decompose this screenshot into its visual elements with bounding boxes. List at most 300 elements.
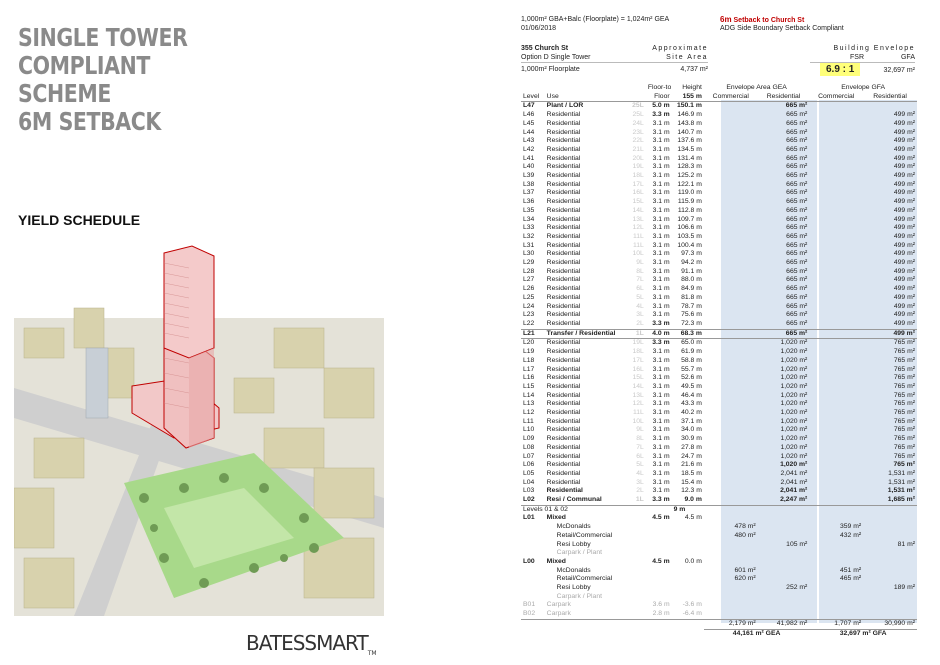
floor-to-floor-cell: 3.1 m xyxy=(652,172,670,180)
height-cell: 40.2 m xyxy=(681,409,702,417)
gfa-commercial-cell xyxy=(809,610,863,619)
gea-commercial-cell xyxy=(704,242,758,251)
level-cell: L40 xyxy=(523,163,535,171)
gfa-residential-cell: 765 m² xyxy=(893,400,915,408)
use-cell: Residential xyxy=(546,285,581,293)
gea-commercial-cell xyxy=(704,435,758,444)
floor-count-cell: 21L xyxy=(632,145,644,153)
gfa-commercial-cell xyxy=(809,102,863,111)
gfa-commercial-cell xyxy=(809,137,863,146)
fsr-value: 6.9 : 1 xyxy=(820,63,860,76)
height-cell: 46.4 m xyxy=(681,391,702,399)
height-cell: 30.9 m xyxy=(681,435,702,443)
gea-group-header: Envelope Area GEA xyxy=(726,84,787,91)
use-cell: Residential xyxy=(546,189,581,197)
gfa-commercial-cell xyxy=(809,111,863,120)
floor-to-floor-cell: 3.1 m xyxy=(652,154,670,162)
floor-count-cell xyxy=(622,610,646,619)
level-cell: L14 xyxy=(523,391,535,399)
gea-commercial-cell xyxy=(704,444,758,453)
gea-commercial-cell xyxy=(704,593,758,602)
podium-row xyxy=(521,593,917,602)
schedule-row xyxy=(521,320,917,329)
level-cell xyxy=(521,584,545,593)
gfa-commercial-cell: 432 m² xyxy=(839,531,862,539)
level-cell xyxy=(521,523,545,532)
floor-to-header: Floor-to xyxy=(647,84,672,91)
height-cell: 15.4 m xyxy=(681,478,702,486)
height-cell: 128.3 m xyxy=(677,163,702,171)
gfa-commercial-cell xyxy=(809,250,863,259)
floor-count-cell: 3L xyxy=(636,311,644,319)
use-cell: Residential xyxy=(546,348,581,356)
floor-to-floor-cell: 3.3 m xyxy=(652,496,670,504)
floor-to-floor-cell: 3.1 m xyxy=(652,241,670,249)
gea-residential-cell xyxy=(758,558,810,567)
height-cell: 119.0 m xyxy=(677,189,702,197)
gfa-commercial-cell xyxy=(809,435,863,444)
approximate-label: Approximate xyxy=(652,45,708,52)
gea-commercial-cell xyxy=(704,207,758,216)
height-cell: 81.8 m xyxy=(681,293,702,301)
gfa-residential-cell xyxy=(863,601,917,610)
logo-text: BATESSMART xyxy=(246,631,368,655)
schedule-row xyxy=(521,216,917,225)
level-cell xyxy=(521,567,545,576)
floor-count-cell xyxy=(622,523,646,532)
gfa-commercial-cell xyxy=(809,558,863,567)
floor-count-cell: 17L xyxy=(632,180,644,188)
schedule-row xyxy=(521,198,917,207)
gfa-commercial-cell xyxy=(809,198,863,207)
floor-count-cell xyxy=(622,541,646,550)
schedule-row xyxy=(521,189,917,198)
schedule-row xyxy=(521,146,917,155)
fsr-label: FSR xyxy=(850,54,864,61)
gfa-commercial-cell xyxy=(809,601,863,610)
floor-to-floor-cell: 3.1 m xyxy=(652,365,670,373)
height-cell xyxy=(672,567,704,576)
height-cell: 103.5 m xyxy=(677,232,702,240)
gfa-commercial-cell xyxy=(809,496,863,505)
gfa-residential-cell: 765 m² xyxy=(893,426,915,434)
floor-count-cell: 6L xyxy=(636,452,644,460)
level-cell: L20 xyxy=(521,339,545,348)
column-subheader-row xyxy=(521,93,917,102)
schedule-row xyxy=(521,339,917,348)
level-cell: L33 xyxy=(523,224,535,232)
floor-to-floor-cell: 3.1 m xyxy=(652,302,670,310)
gfa-commercial-cell xyxy=(809,392,863,401)
height-cell xyxy=(672,549,704,558)
use-cell: Residential xyxy=(546,356,581,364)
floor-to-floor-cell: 3.1 m xyxy=(652,250,670,258)
gea-residential-cell: 665 m² xyxy=(758,102,810,111)
floor-count-cell: 8L xyxy=(636,435,644,443)
gfa-residential-cell: 765 m² xyxy=(893,365,915,373)
gfa-commercial-cell xyxy=(809,303,863,312)
height-cell: 137.6 m xyxy=(677,137,702,145)
gea-commercial-cell: 601 m² xyxy=(734,566,756,574)
use-cell: Residential xyxy=(546,215,581,223)
gba-line: 1,000m² GBA+Balc (Floorplate) = 1,024m² GEA xyxy=(521,16,670,23)
use-cell: Residential xyxy=(546,461,581,469)
floor-to-floor-cell: 3.1 m xyxy=(652,128,670,136)
use-cell: Carpark / Plant xyxy=(556,592,603,600)
gfa-residential-cell: 499 m² xyxy=(893,180,915,188)
schedule-row xyxy=(521,444,917,453)
schedule-row xyxy=(521,435,917,444)
floor-to-floor-cell xyxy=(646,575,672,584)
gfa-residential-cell: 765 m² xyxy=(893,461,915,469)
gea-residential-cell: 2,041 m² xyxy=(780,487,808,495)
height-cell: 106.6 m xyxy=(677,224,702,232)
level-cell: L38 xyxy=(523,180,535,188)
floor-count-cell: 23L xyxy=(632,128,644,136)
floor-to-floor-cell: 3.1 m xyxy=(652,285,670,293)
floorplate-label: 1,000m² Floorplate xyxy=(521,66,580,73)
gea-residential-cell: 665 m² xyxy=(786,250,808,258)
level-cell: L01 xyxy=(523,514,535,522)
schedule-row xyxy=(521,102,917,111)
floor-to-floor-cell: 3.1 m xyxy=(652,145,670,153)
gfa-residential-cell: 499 m² xyxy=(893,206,915,214)
floor-count-cell: 18L xyxy=(632,348,644,356)
schedule-row xyxy=(521,268,917,277)
gea-residential-cell: 252 m² xyxy=(786,584,808,592)
floor-to-floor-cell: 3.1 m xyxy=(652,400,670,408)
use-cell: Residential xyxy=(546,206,581,214)
floor-count-cell xyxy=(622,549,646,558)
gea-commercial-header: Commercial xyxy=(712,92,749,100)
gea-residential-cell xyxy=(758,610,810,619)
gea-residential-cell: 665 m² xyxy=(786,198,808,206)
schedule-row xyxy=(521,366,917,375)
level-cell: L26 xyxy=(523,285,535,293)
height-cell xyxy=(672,532,704,541)
floor-to-floor-cell: 3.1 m xyxy=(652,163,670,171)
grand-totals-row xyxy=(521,629,917,638)
height-cell: 24.7 m xyxy=(681,452,702,460)
gea-residential-cell: 1,020 m² xyxy=(780,374,808,382)
height-cell: 12.3 m xyxy=(681,487,702,495)
gfa-residential-cell: 499 m² xyxy=(893,276,915,284)
use-cell: Residential xyxy=(546,487,583,495)
gea-commercial-cell xyxy=(704,610,758,619)
gea-commercial-cell xyxy=(704,514,758,523)
gea-residential-cell xyxy=(758,575,810,584)
level-cell: L37 xyxy=(523,189,535,197)
gea-residential-cell xyxy=(758,593,810,602)
gea-residential-cell xyxy=(758,567,810,576)
floor-count-cell xyxy=(622,601,646,610)
floor-to-floor-cell xyxy=(646,584,672,593)
use-cell: Residential xyxy=(546,426,581,434)
gea-commercial-cell xyxy=(704,120,758,129)
floor-count-cell: 10L xyxy=(632,417,644,425)
height-cell: 91.1 m xyxy=(681,267,702,275)
use-header: Use xyxy=(546,92,559,100)
gea-residential-cell: 1,020 m² xyxy=(758,339,810,348)
floor-to-floor-cell: 3.1 m xyxy=(652,348,670,356)
gfa-commercial-cell xyxy=(809,329,863,339)
floor-to-floor-cell: 3.6 m xyxy=(652,601,670,609)
gea-residential-cell: 665 m² xyxy=(786,224,808,232)
schedule-row xyxy=(521,233,917,242)
gea-residential-cell: 665 m² xyxy=(786,206,808,214)
gfa-commercial-cell xyxy=(809,146,863,155)
podium-height: 9 m xyxy=(672,505,704,514)
gfa-commercial-cell xyxy=(809,357,863,366)
floor-to-floor-cell: 3.1 m xyxy=(652,189,670,197)
gea-residential-cell: 665 m² xyxy=(786,163,808,171)
gfa-commercial-cell xyxy=(809,339,863,348)
podium-row xyxy=(521,514,917,523)
height-cell: 109.7 m xyxy=(677,215,702,223)
floor-to-floor-cell xyxy=(646,567,672,576)
height-cell: 94.2 m xyxy=(681,259,702,267)
height-cell: 150.1 m xyxy=(672,102,704,111)
level-cell xyxy=(521,541,545,550)
floor-count-cell: 5L xyxy=(636,461,644,469)
gfa-commercial-cell xyxy=(809,549,863,558)
floor-count-cell: 16L xyxy=(632,365,644,373)
gfa-residential-cell xyxy=(863,532,917,541)
gfa-residential-cell xyxy=(863,567,917,576)
gfa-residential-cell: 499 m² xyxy=(893,163,915,171)
gfa-residential-cell: 499 m² xyxy=(893,137,915,145)
level-cell: L00 xyxy=(523,557,535,565)
gfa-commercial-cell xyxy=(809,593,863,602)
level-cell: L46 xyxy=(523,111,535,119)
level-cell: L11 xyxy=(523,417,534,425)
gea-residential-cell: 665 m² xyxy=(786,232,808,240)
option-name: Option D Single Tower xyxy=(521,54,591,61)
level-cell: L30 xyxy=(523,250,535,258)
schedule-row xyxy=(521,181,917,190)
podium-row xyxy=(521,575,917,584)
totals-row xyxy=(521,619,917,629)
use-cell: Residential xyxy=(546,154,581,162)
use-cell: Residential xyxy=(546,293,581,301)
gea-residential-cell xyxy=(758,523,810,532)
gfa-residential-cell: 499 m² xyxy=(893,154,915,162)
height-cell: 55.7 m xyxy=(681,365,702,373)
floor-count-cell: 13L xyxy=(632,215,644,223)
gfa-commercial-cell xyxy=(809,268,863,277)
level-cell: L17 xyxy=(523,365,535,373)
height-cell: 122.1 m xyxy=(677,180,702,188)
use-cell: Residential xyxy=(546,302,581,310)
gfa-commercial-cell xyxy=(809,584,863,593)
gea-residential-cell: 665 m² xyxy=(786,145,808,153)
gea-commercial-cell xyxy=(704,558,758,567)
gea-residential-cell: 665 m² xyxy=(786,319,808,327)
gfa-commercial-cell xyxy=(809,259,863,268)
gea-residential-cell: 1,020 m² xyxy=(780,426,808,434)
gea-residential-cell: 665 m² xyxy=(758,329,810,339)
gfa-residential-cell: 499 m² xyxy=(893,285,915,293)
floor-count-cell: 7L xyxy=(636,276,644,284)
height-cell: 143.8 m xyxy=(677,119,702,127)
level-cell: L19 xyxy=(523,348,535,356)
floor-count-cell xyxy=(622,514,646,523)
use-cell: Residential xyxy=(546,365,581,373)
schedule-row xyxy=(521,453,917,462)
gea-residential-cell xyxy=(758,549,810,558)
height-cell: 75.6 m xyxy=(681,311,702,319)
floor-to-floor-cell xyxy=(646,541,672,550)
gfa-commercial-cell xyxy=(809,224,863,233)
level-cell: L31 xyxy=(523,241,535,249)
gea-residential-cell: 2,041 m² xyxy=(780,478,808,486)
height-cell: 146.9 m xyxy=(677,111,702,119)
schedule-row xyxy=(521,155,917,164)
gfa-commercial-cell xyxy=(809,181,863,190)
use-cell: Residential xyxy=(546,145,581,153)
level-cell xyxy=(521,575,545,584)
gfa-residential-cell: 499 m² xyxy=(863,329,917,339)
floor-count-cell: 18L xyxy=(632,172,644,180)
floor-to-floor-cell xyxy=(646,593,672,602)
gea-residential-cell: 665 m² xyxy=(786,259,808,267)
gea-commercial-cell xyxy=(704,357,758,366)
level-cell: L03 xyxy=(523,487,535,495)
gea-commercial-cell xyxy=(704,584,758,593)
massing-render xyxy=(14,238,384,616)
use-cell: Residential xyxy=(546,111,581,119)
floor-count-cell: 1L xyxy=(635,496,644,504)
total-gfa-commercial: 1,707 m² xyxy=(809,619,863,629)
floor-header: Floor xyxy=(654,92,670,100)
gfa-residential-cell xyxy=(863,610,917,619)
floor-to-floor-cell: 3.1 m xyxy=(652,293,670,301)
floor-count-cell: 4L xyxy=(636,302,644,310)
floor-to-floor-cell: 3.1 m xyxy=(652,443,670,451)
gfa-commercial-cell xyxy=(809,348,863,357)
gea-residential-cell: 665 m² xyxy=(786,111,808,119)
height-cell: 27.8 m xyxy=(681,443,702,451)
floor-to-floor-cell: 3.1 m xyxy=(652,461,670,469)
level-cell: L29 xyxy=(523,259,535,267)
gfa-residential-cell: 499 m² xyxy=(893,311,915,319)
height-cell: 65.0 m xyxy=(672,339,704,348)
schedule-row xyxy=(521,207,917,216)
use-cell: Residential xyxy=(546,172,581,180)
gea-commercial-cell xyxy=(704,320,758,329)
floor-count-cell: 25L xyxy=(622,102,646,111)
level-cell: L09 xyxy=(523,435,535,443)
gfa-commercial-cell xyxy=(809,374,863,383)
height-cell: 131.4 m xyxy=(677,154,702,162)
podium-row xyxy=(521,567,917,576)
use-cell: Mixed xyxy=(546,514,566,522)
floor-to-floor-cell: 3.3 m xyxy=(652,319,670,327)
level-cell: L02 xyxy=(523,496,535,504)
gea-commercial-cell xyxy=(704,294,758,303)
report-date: 01/06/2018 xyxy=(521,25,557,32)
height-value-header: 155 m xyxy=(682,92,702,100)
floor-to-floor-cell: 3.1 m xyxy=(652,469,670,477)
use-cell: Residential xyxy=(546,374,581,382)
schedule-row xyxy=(521,461,917,470)
floor-count-cell: 9L xyxy=(636,259,644,267)
gfa-residential-cell: 765 m² xyxy=(893,391,915,399)
floor-to-floor-cell: 3.1 m xyxy=(652,198,670,206)
gfa-residential-cell xyxy=(863,549,917,558)
floor-to-floor-cell: 3.1 m xyxy=(652,119,670,127)
gea-commercial-cell xyxy=(704,329,758,339)
scheme-title-line: SINGLE TOWER xyxy=(18,23,188,52)
level-cell: B01 xyxy=(523,601,536,609)
gea-commercial-cell xyxy=(704,216,758,225)
gfa-residential-cell: 499 m² xyxy=(893,241,915,249)
gea-commercial-cell xyxy=(704,348,758,357)
use-cell: McDonalds xyxy=(556,566,591,574)
yield-schedule-table xyxy=(521,84,917,638)
floor-count-cell: 7L xyxy=(636,443,644,451)
gfa-residential-cell: 765 m² xyxy=(893,374,915,382)
level-cell: L10 xyxy=(523,426,535,434)
use-cell: Residential xyxy=(546,241,581,249)
gea-residential-cell: 665 m² xyxy=(786,267,808,275)
gea-commercial-cell xyxy=(704,311,758,320)
gea-residential-cell: 665 m² xyxy=(786,172,808,180)
gfa-residential-cell: 1,685 m² xyxy=(887,496,915,504)
gea-commercial-cell xyxy=(704,400,758,409)
floor-count-cell: 15L xyxy=(632,374,644,382)
gea-commercial-cell xyxy=(704,303,758,312)
gfa-commercial-cell xyxy=(809,311,863,320)
gfa-residential-cell: 765 m² xyxy=(863,339,917,348)
use-cell: Residential xyxy=(546,232,581,240)
setback-rest: Setback to Church St xyxy=(733,17,805,24)
gfa-residential-cell: 1,531 m² xyxy=(888,469,915,477)
gea-residential-cell: 1,020 m² xyxy=(780,409,808,417)
level-cell: L35 xyxy=(523,206,535,214)
gea-residential-cell: 2,247 m² xyxy=(780,496,808,504)
gea-residential-cell: 665 m² xyxy=(786,189,808,197)
gfa-residential-cell: 765 m² xyxy=(893,417,915,425)
gfa-residential-cell: 499 m² xyxy=(893,172,915,180)
schedule-row xyxy=(521,276,917,285)
gfa-residential-cell: 499 m² xyxy=(893,189,915,197)
gea-commercial-cell xyxy=(704,233,758,242)
floor-count-cell: 12L xyxy=(632,400,644,408)
floor-count-cell xyxy=(622,567,646,576)
schedule-row xyxy=(521,329,917,339)
use-cell: Residential xyxy=(546,409,581,417)
height-cell: 115.9 m xyxy=(677,198,702,206)
level-cell: L44 xyxy=(523,128,535,136)
gfa-commercial-cell xyxy=(809,189,863,198)
gea-commercial-cell xyxy=(704,470,758,479)
height-cell xyxy=(672,523,704,532)
gfa-commercial-cell xyxy=(809,444,863,453)
schedule-row xyxy=(521,487,917,496)
gea-commercial-cell xyxy=(704,479,758,488)
gfa-residential-cell: 189 m² xyxy=(893,584,915,592)
gea-commercial-cell xyxy=(704,198,758,207)
header-divider xyxy=(521,62,708,63)
gfa-commercial-cell xyxy=(809,426,863,435)
floor-count-cell: 6L xyxy=(636,285,644,293)
floor-to-floor-cell: 3.1 m xyxy=(652,356,670,364)
floor-count-cell: 14L xyxy=(632,206,644,214)
use-cell: Transfer / Residential xyxy=(545,329,622,339)
level-cell: L21 xyxy=(521,329,545,339)
podium-row xyxy=(521,558,917,567)
